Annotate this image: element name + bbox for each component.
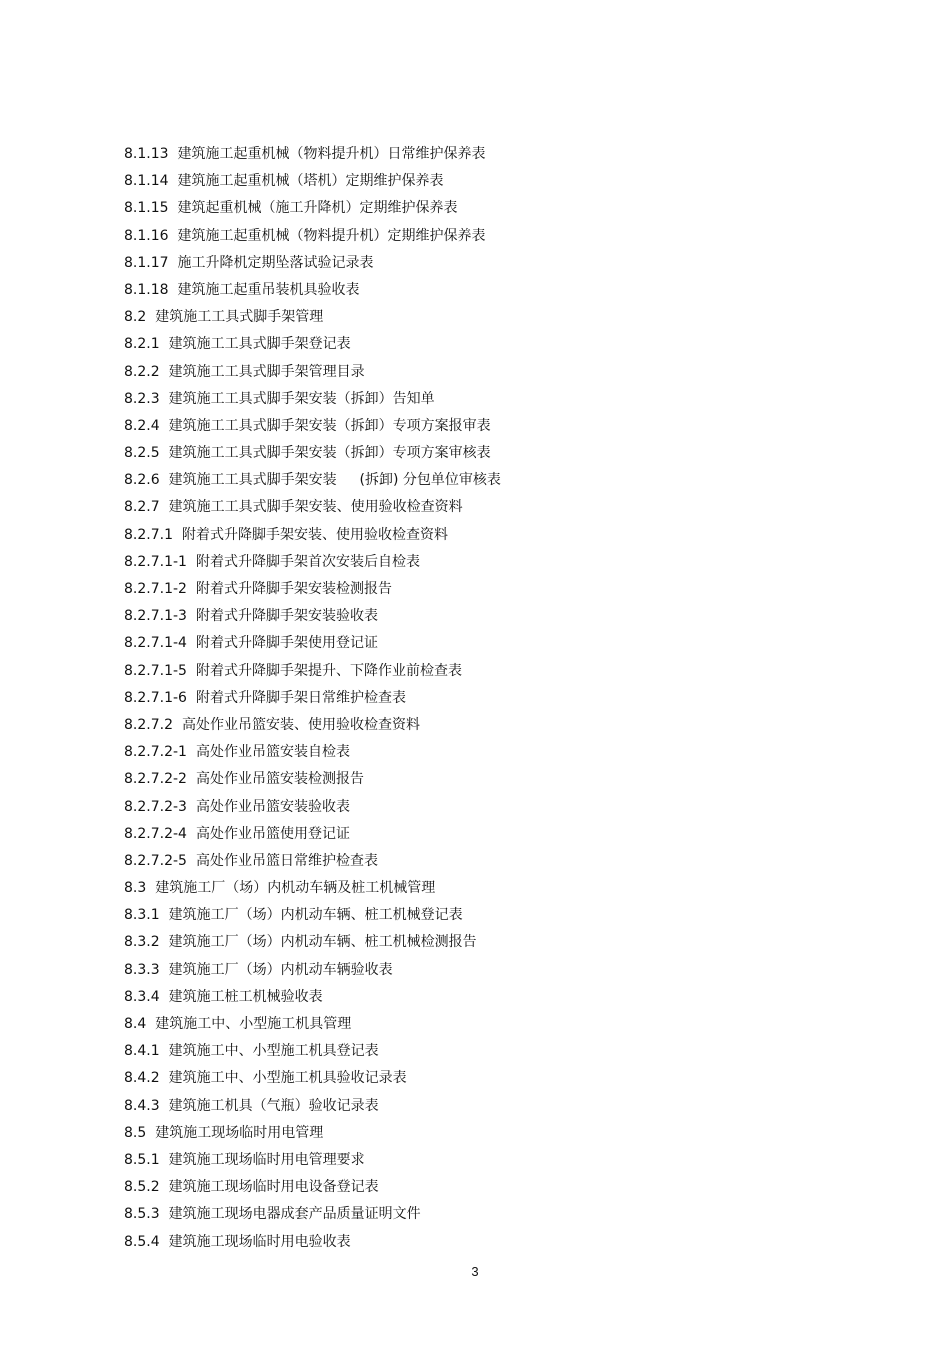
toc-entry <box>124 685 884 712</box>
toc-entry-title: 建筑施工起重吊装机具验收表 <box>177 281 360 298</box>
toc-entry-number: 8.2.7.1-1 <box>124 553 187 570</box>
toc-entry-number: 8.3 <box>124 880 147 897</box>
toc-entry-number: 8.2.7.2 <box>124 716 173 733</box>
toc-entry-title: 建筑施工起重机械（物料提升机）定期维护保养表 <box>177 227 486 244</box>
toc-entry-number: 8.3.4 <box>124 988 160 1005</box>
toc-entry <box>124 1120 884 1147</box>
toc-entry-number: 8.5.2 <box>124 1179 160 1196</box>
toc-entry <box>124 223 884 250</box>
toc-entry-title: 高处作业吊篮安装自检表 <box>195 744 350 761</box>
toc-entry <box>124 522 884 549</box>
toc-entry-title: 建筑施工工具式脚手架安装（拆卸）专项方案报审表 <box>168 417 491 434</box>
toc-entry <box>124 603 884 630</box>
toc-entry-number: 8.1.15 <box>124 200 169 217</box>
toc-entry <box>124 277 884 304</box>
toc-entry-title: 附着式升降脚手架安装、使用验收检查资料 <box>181 526 448 543</box>
toc-entry-title: 建筑施工工具式脚手架管理 <box>155 309 324 326</box>
toc-entry <box>124 576 884 603</box>
toc-entry-title: 附着式升降脚手架使用登记证 <box>195 635 378 652</box>
toc-entry <box>124 1229 884 1256</box>
toc-entry-number: 8.5.4 <box>124 1233 160 1250</box>
toc-entry <box>124 494 884 521</box>
toc-entry-number: 8.2.7.1-5 <box>124 662 187 679</box>
toc-entry-number: 8.2.7.1 <box>124 526 173 543</box>
toc-entry-title: 高处作业吊篮安装、使用验收检查资料 <box>181 716 420 733</box>
toc-entry-number: 8.1.17 <box>124 254 169 271</box>
toc-entry <box>124 875 884 902</box>
toc-entry-title: 建筑施工机具（气瓶）验收记录表 <box>168 1097 379 1114</box>
toc-entry-title: 建筑施工工具式脚手架安装 (拆卸) 分包单位审核表 <box>168 472 501 489</box>
toc-entry-title: 附着式升降脚手架首次安装后自检表 <box>195 553 420 570</box>
toc-entry-title: 附着式升降脚手架安装验收表 <box>195 608 378 625</box>
toc-entry-title: 建筑施工厂（场）内机动车辆验收表 <box>168 961 393 978</box>
toc-entry <box>124 766 884 793</box>
toc-entry-title: 建筑施工现场临时用电管理要求 <box>168 1151 365 1168</box>
toc-entry-title: 建筑施工中、小型施工机具管理 <box>155 1016 352 1032</box>
toc-entry-number: 8.4 <box>124 1016 147 1032</box>
toc-entry-number: 8.4.2 <box>124 1070 160 1087</box>
toc-entry-number: 8.2.3 <box>124 390 160 407</box>
toc-entry-title: 建筑施工工具式脚手架安装、使用验收检查资料 <box>168 499 463 516</box>
toc-entry-number: 8.1.13 <box>124 146 169 162</box>
toc-entry-number: 8.1.14 <box>124 173 169 190</box>
toc-entry-title: 建筑施工厂（场）内机动车辆及桩工机械管理 <box>155 880 436 897</box>
toc-entry-number: 8.2.1 <box>124 336 160 353</box>
toc-entry <box>124 929 884 956</box>
toc-entry-number: 8.2.7.2-3 <box>124 798 187 815</box>
toc-entry <box>124 1011 884 1038</box>
toc-entry-number: 8.3.3 <box>124 961 160 978</box>
toc-entry <box>124 386 884 413</box>
toc-entry-title: 附着式升降脚手架提升、下降作业前检查表 <box>195 662 462 679</box>
toc-entry <box>124 549 884 576</box>
toc-entry-title: 高处作业吊篮安装检测报告 <box>195 771 364 788</box>
toc-entry-number: 8.2.7.1-4 <box>124 635 187 652</box>
toc-entry <box>124 1065 884 1092</box>
toc-entry-number: 8.3.1 <box>124 907 160 924</box>
toc-entry-title: 建筑施工工具式脚手架管理目录 <box>168 363 365 380</box>
toc-entry <box>124 141 884 168</box>
toc-entry <box>124 1038 884 1065</box>
toc-entry <box>124 658 884 685</box>
toc-entry-number: 8.2.7.1-2 <box>124 581 187 597</box>
toc-entry-number: 8.2.7.2-2 <box>124 771 187 788</box>
toc-entry-number: 8.4.1 <box>124 1043 160 1060</box>
toc-entry <box>124 739 884 766</box>
toc-entry <box>124 195 884 222</box>
toc-entry-title: 建筑施工现场临时用电验收表 <box>168 1233 351 1250</box>
toc-entry-title: 建筑施工厂（场）内机动车辆、桩工机械检测报告 <box>168 934 477 951</box>
page-number: 3 <box>471 1264 479 1279</box>
toc-entry-number: 8.2.7 <box>124 499 160 516</box>
toc-entry-number: 8.2.7.2-5 <box>124 852 187 869</box>
toc-entry-number: 8.2 <box>124 309 147 326</box>
toc-entry-number: 8.2.5 <box>124 445 160 462</box>
toc-entry <box>124 821 884 848</box>
toc-entry <box>124 1201 884 1228</box>
toc-entry-title: 建筑施工现场临时用电管理 <box>155 1124 324 1141</box>
toc-entry <box>124 902 884 929</box>
toc-entry-number: 8.2.7.1-3 <box>124 608 187 625</box>
toc-entry-title: 建筑施工现场电器成套产品质量证明文件 <box>168 1206 421 1223</box>
table-of-contents <box>124 141 884 1256</box>
toc-entry-number: 8.5.3 <box>124 1206 160 1223</box>
toc-entry <box>124 250 884 277</box>
toc-entry-title: 附着式升降脚手架安装检测报告 <box>195 581 392 597</box>
toc-entry <box>124 1147 884 1174</box>
toc-entry-title: 建筑起重机械（施工升降机）定期维护保养表 <box>177 200 458 217</box>
toc-entry-title: 建筑施工桩工机械验收表 <box>168 988 323 1005</box>
toc-entry-title: 建筑施工工具式脚手架登记表 <box>168 336 351 353</box>
toc-entry <box>124 957 884 984</box>
toc-entry-number: 8.2.7.1-6 <box>124 689 187 706</box>
toc-entry <box>124 359 884 386</box>
toc-entry-title: 建筑施工起重机械（物料提升机）日常维护保养表 <box>177 146 486 162</box>
toc-entry <box>124 712 884 739</box>
toc-entry <box>124 331 884 358</box>
toc-entry <box>124 630 884 657</box>
toc-entry-title: 施工升降机定期坠落试验记录表 <box>177 254 374 271</box>
toc-entry-number: 8.1.16 <box>124 227 169 244</box>
toc-entry-number: 8.4.3 <box>124 1097 160 1114</box>
toc-entry-title: 高处作业吊篮使用登记证 <box>195 825 350 842</box>
toc-entry <box>124 168 884 195</box>
toc-entry-number: 8.2.6 <box>124 472 160 489</box>
toc-entry-number: 8.2.2 <box>124 363 160 380</box>
toc-entry <box>124 794 884 821</box>
toc-entry <box>124 1093 884 1120</box>
toc-entry-number: 8.2.7.2-4 <box>124 825 187 842</box>
toc-entry <box>124 848 884 875</box>
toc-entry-number: 8.5.1 <box>124 1151 160 1168</box>
toc-entry <box>124 984 884 1011</box>
toc-entry-title: 高处作业吊篮安装验收表 <box>195 798 350 815</box>
toc-entry-number: 8.5 <box>124 1124 147 1141</box>
toc-entry-title: 高处作业吊篮日常维护检查表 <box>195 852 378 869</box>
toc-entry <box>124 467 884 494</box>
toc-entry-number: 8.2.4 <box>124 417 160 434</box>
toc-entry-number: 8.1.18 <box>124 281 169 298</box>
toc-entry-title: 建筑施工工具式脚手架安装（拆卸）告知单 <box>168 390 435 407</box>
toc-entry-title: 建筑施工中、小型施工机具登记表 <box>168 1043 379 1060</box>
toc-entry-title: 建筑施工现场临时用电设备登记表 <box>168 1179 379 1196</box>
toc-entry-title: 建筑施工厂（场）内机动车辆、桩工机械登记表 <box>168 907 463 924</box>
toc-entry <box>124 304 884 331</box>
toc-entry <box>124 440 884 467</box>
toc-entry <box>124 413 884 440</box>
toc-entry-title: 建筑施工中、小型施工机具验收记录表 <box>168 1070 407 1087</box>
toc-entry-number: 8.2.7.2-1 <box>124 744 187 761</box>
toc-entry-number: 8.3.2 <box>124 934 160 951</box>
toc-entry-title: 建筑施工起重机械（塔机）定期维护保养表 <box>177 173 444 190</box>
toc-entry-title: 建筑施工工具式脚手架安装（拆卸）专项方案审核表 <box>168 445 491 462</box>
toc-entry <box>124 1174 884 1201</box>
toc-entry-title: 附着式升降脚手架日常维护检查表 <box>195 689 406 706</box>
